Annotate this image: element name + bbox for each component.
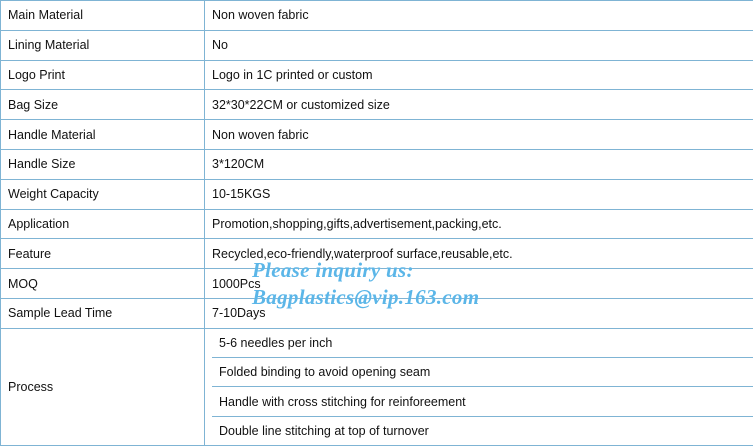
watermark-line-2: Bagplastics@vip.163.com [252,285,479,310]
row-value: Non woven fabric [205,120,753,150]
process-item: 5-6 needles per inch [212,329,753,358]
row-label: Handle Size [1,149,205,179]
row-label: Application [1,209,205,239]
process-item: Double line stitching at top of turnover [212,416,753,445]
row-label: Feature [1,239,205,269]
process-items-cell [205,328,753,445]
row-value: Recycled,eco-friendly,waterproof surface,reusable,etc. [205,239,753,269]
table-row [1,90,753,120]
row-value: 7-10Days [205,298,753,328]
row-value: Promotion,shopping,gifts,advertisement,packing,etc. [205,209,753,239]
row-label: Sample Lead Time [1,298,205,328]
process-item-row [212,329,753,358]
process-item-row [212,387,753,416]
table-row-process [1,328,753,445]
table-row [1,60,753,90]
row-value: 3*120CM [205,149,753,179]
row-value: 1000Pcs [205,269,753,299]
row-label: Bag Size [1,90,205,120]
row-value: 10-15KGS [205,179,753,209]
process-item-row [212,416,753,445]
table-row [1,120,753,150]
row-label: Weight Capacity [1,179,205,209]
table-row [1,179,753,209]
row-label: MOQ [1,269,205,299]
process-item-row [212,358,753,387]
table-row [1,209,753,239]
table-row [1,298,753,328]
row-value: Logo in 1C printed or custom [205,60,753,90]
process-item: Handle with cross stitching for reinforeement [212,387,753,416]
row-label: Main Material [1,1,205,31]
table-row [1,30,753,60]
row-value: No [205,30,753,60]
row-value: Non woven fabric [205,1,753,31]
row-label: Lining Material [1,30,205,60]
row-label: Handle Material [1,120,205,150]
watermark-line-1: Please inquiry us: [252,258,414,282]
row-label: Logo Print [1,60,205,90]
row-label-process: Process [1,328,205,445]
process-items-table [212,329,753,445]
table-row [1,239,753,269]
table-row [1,149,753,179]
table-row [1,269,753,299]
table-row [1,1,753,31]
row-value: 32*30*22CM or customized size [205,90,753,120]
process-item: Folded binding to avoid opening seam [212,358,753,387]
